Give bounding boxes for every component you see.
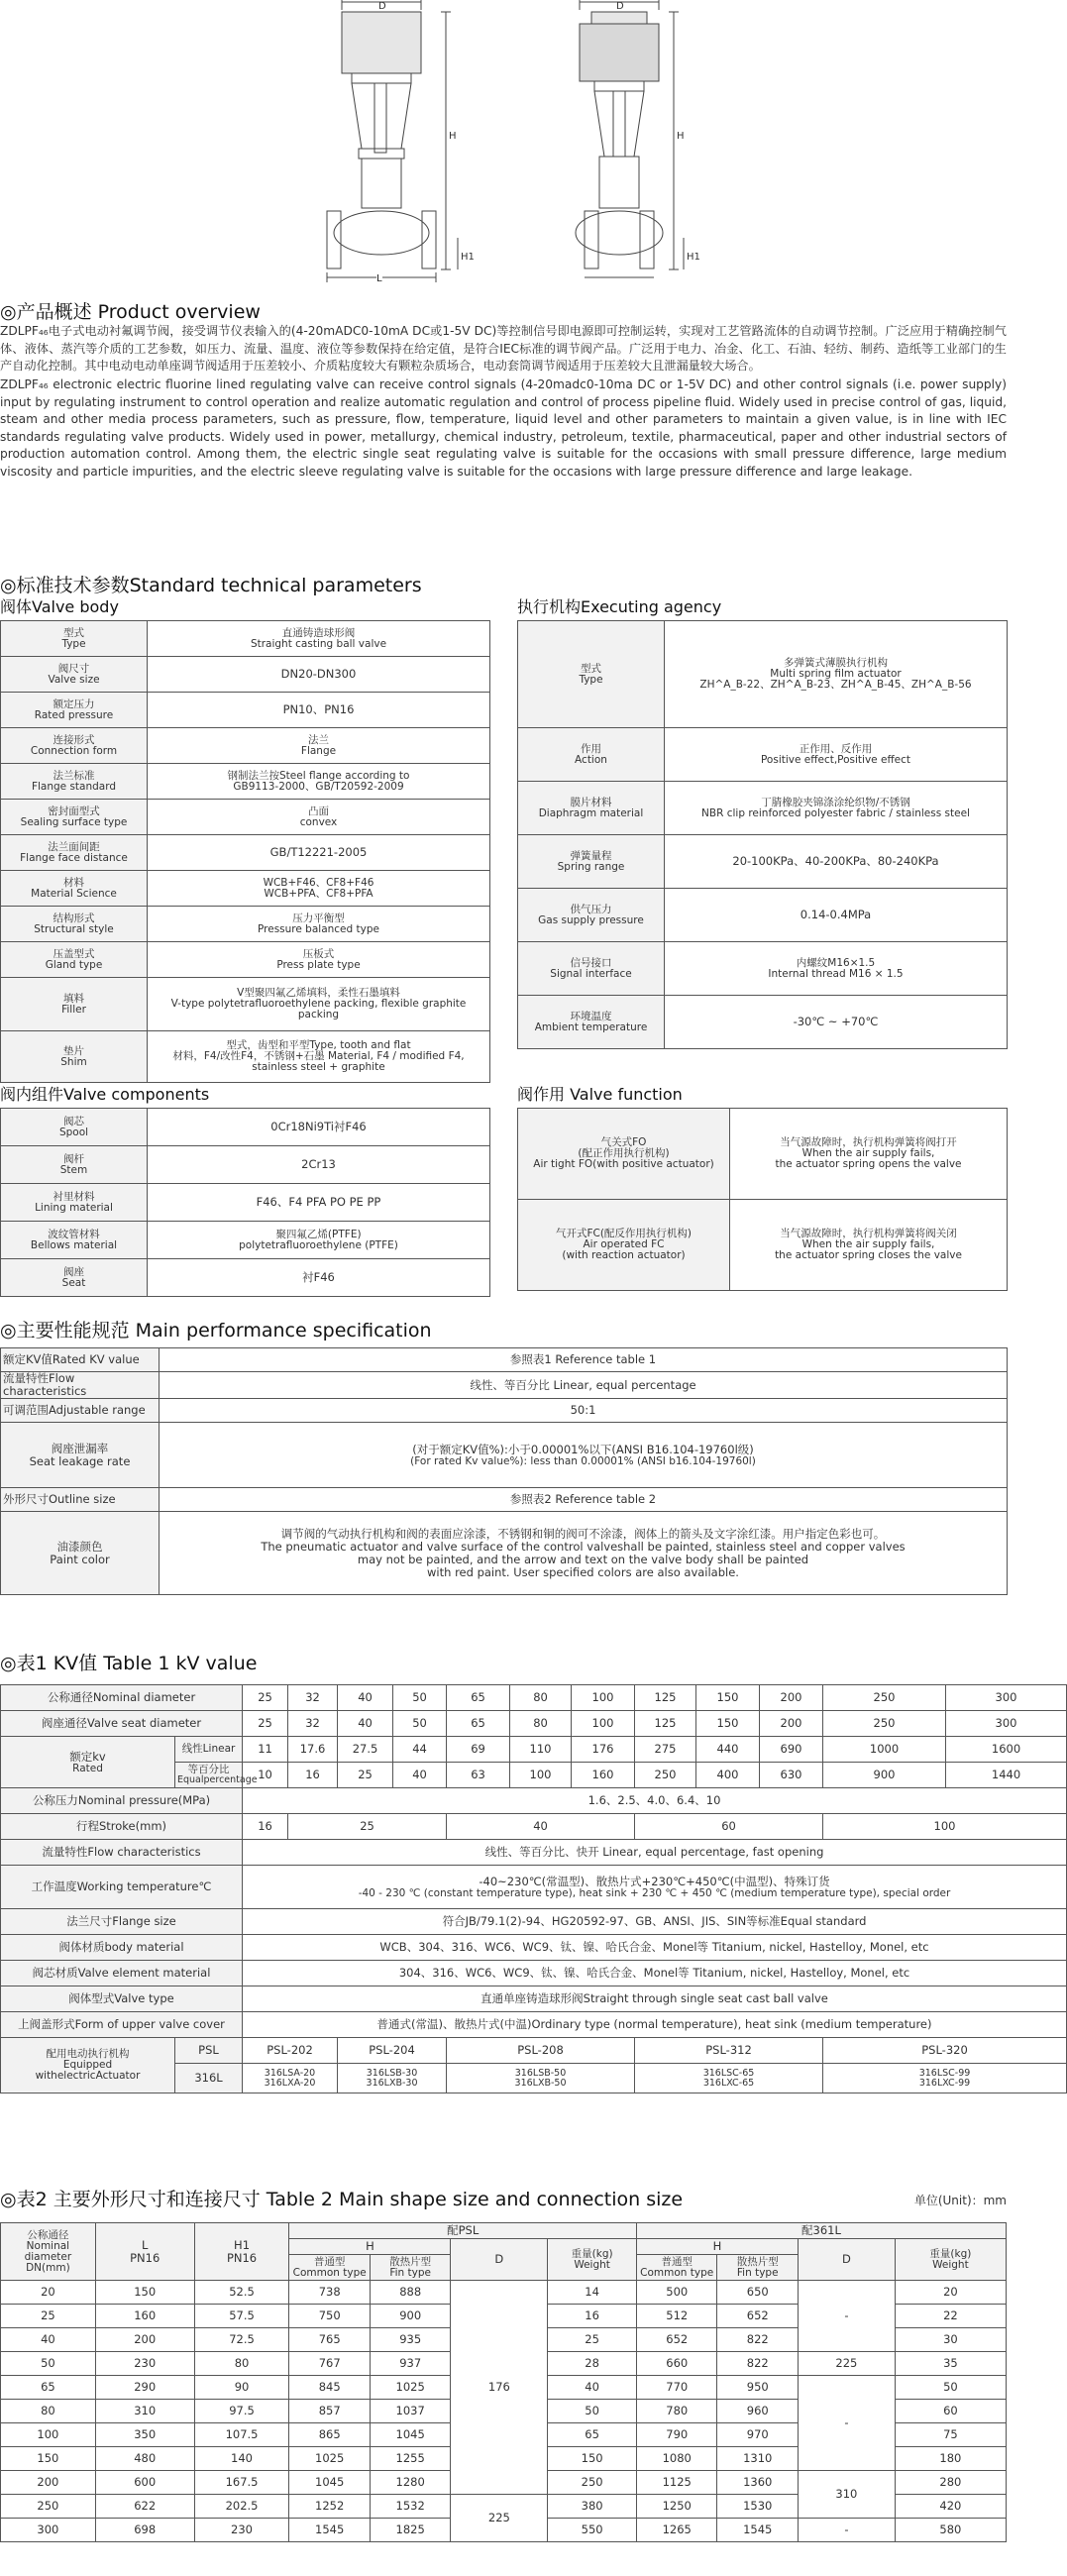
- table-row: 外形尺寸Outline size 参照表2 Reference table 2: [1, 1488, 1008, 1512]
- table-row: 配用电动执行机构 Equipped withelectricActuator PSL PSL-202 PSL-204 PSL-208 PSL-312 PSL-320: [1, 2038, 1067, 2064]
- table-row: 额定KV值Rated KV value 参照表1 Reference table 1: [1, 1348, 1008, 1372]
- table-row: 波纹管材料 Bellows material 聚四氟乙烯(PTFE) polytetrafluoroethylene (PTFE): [1, 1222, 490, 1259]
- table-row: 80 310 97.5 857 1037 50 780 960 60: [1, 2400, 1007, 2423]
- overview-cn: ZDLPF₄₆电子式电动衬氟调节阀，接受调节仪表输入的(4-20mADC0-10mA DC或1-5V DC)等控制信号即电源即可控制运转，实现对工艺管路流体的自动调节控制。广泛应用于精确控制气体、液体、蒸汽等介质的工艺参数，如压力、流量、温度、液位等参数保持在给定值，是符合IEC标准的调节阀产品。广泛用于电力、冶金、化工、石油、轻纺、制药、造纸等工业部门的生产自动化控制。其中电动电动单座调节阀适用于压差较小、介质粘度较大有颗粒杂质场合，电动套筒调节阀适用于压差较大且泄漏量较大场合。: [0, 324, 1007, 374]
- function-table: [517, 1108, 1008, 1291]
- dim-h1-right: H1: [687, 252, 700, 263]
- table-row: 压盖型式 Gland type 压板式 Press plate type: [1, 942, 490, 978]
- dim-h1-left: H1: [461, 252, 475, 263]
- table-row: 250 622 202.5 1252 1532 225 380 1250 1530 420: [1, 2495, 1007, 2519]
- dim-d-left: D: [378, 1, 386, 12]
- table-row: 65 290 90 845 1025 40 770 950 - 50: [1, 2376, 1007, 2400]
- table-row: 油漆颜色 Paint color 调节阀的气动执行机构和阀的表面应涂漆，不锈钢和铜的阀可不涂漆，阀体上的箭头及文字涂红漆。用户指定色彩也可。 The pneumatic actuator and valve surface of the control valveshall be painted, stainless steel and copper valves may not be painted, and the arrow and text on the valve body shall be painted with red paint. User specified colors are also available.: [1, 1512, 1008, 1595]
- table-row: 上阀盖形式Form of upper valve cover 普通式(常温)、散热片式(中温)Ordinary type (normal temperature), heat sink (medium temperature): [1, 2012, 1067, 2038]
- function-title: 阀作用 Valve function: [517, 1085, 683, 1104]
- table-row: 工作温度Working temperature℃ -40~230℃(常温型)、散热片式+230℃+450℃(中温型)、特殊订货 -40 - 230 ℃ (constant temperature type), heat sink + 230 ℃ + 450 ℃ (medium temperature type), special order: [1, 1866, 1067, 1909]
- table-row: 材料 Material Science WCB+F46、CF8+F46 WCB+PFA、CF8+PFA: [1, 871, 490, 907]
- table-row: 气开式FC(配反作用执行机构) Air operated FC (with reaction actuator) 当气源故障时，执行机构弹簧将阀关闭 When the air supply fails, the actuator spring closes the valve: [518, 1200, 1008, 1291]
- table-row: 316L 316LSA-20 316LXA-20 316LSB-30 316LXB-30 316LSB-50 316LXB-50 316LSC-65 316LXC-65 316LSC-99 316LXC-99: [1, 2064, 1067, 2093]
- shape-size-table: [0, 2222, 1007, 2542]
- overview-heading: ◎产品概述 Product overview: [0, 301, 261, 323]
- components-title: 阀内组件Valve components: [0, 1085, 210, 1104]
- exec-title: 执行机构Executing agency: [517, 597, 722, 616]
- table-row: 连接形式 Connection form 法兰 Flange: [1, 728, 490, 764]
- table-row: 作用 Action 正作用、反作用 Positive effect,Positive effect: [518, 728, 1008, 782]
- table-row: 50 230 80 767 937 28 660 822 225 35: [1, 2352, 1007, 2376]
- dim-l-left: L: [376, 273, 382, 284]
- components-table: [0, 1108, 490, 1297]
- table-row: 流量特性Flow characteristics 线性、等百分比 Linear, equal percentage: [1, 1372, 1008, 1399]
- table-row: 阀杆 Stem 2Cr13: [1, 1146, 490, 1184]
- table-row: 法兰标准 Flange standard 钢制法兰按Steel flange according to GB9113-2000、GB/T20592-2009: [1, 764, 490, 800]
- std-heading: ◎标准技术参数Standard technical parameters: [0, 575, 422, 596]
- table-row: 法兰面间距 Flange face distance GB/T12221-2005: [1, 835, 490, 871]
- table-row: 结构形式 Structural style 压力平衡型 Pressure balanced type: [1, 907, 490, 942]
- table-row: 公称压力Nominal pressure(MPa) 1.6、2.5、4.0、6.4、10: [1, 1788, 1067, 1814]
- table-row: 流量特性Flow characteristics 线性、等百分比、快开 Linear, equal percentage, fast opening: [1, 1840, 1067, 1866]
- valve-drawings: [0, 0, 1009, 282]
- table-row: 100 350 107.5 865 1045 65 790 970 75: [1, 2423, 1007, 2447]
- perf-heading: ◎主要性能规范 Main performance specification: [0, 1320, 432, 1342]
- table-row: 300 698 230 1545 1825 550 1265 1545 - 580: [1, 2519, 1007, 2542]
- exec-table: [517, 620, 1008, 1049]
- table-row: 环境温度 Ambient temperature -30℃ ~ +70℃: [518, 996, 1008, 1049]
- table-row: 阀芯材质Valve element material 304、316、WC6、WC9、钛、镍、哈氏合金、Monel等 Titanium, nickel, Hastelloy, Monel, etc: [1, 1961, 1067, 1986]
- table-row: 阀座通径Valve seat diameter 25 32 40 50 65 80 100 125 150 200 250 300: [1, 1711, 1067, 1737]
- table-row: 可调范围Adjustable range 50:1: [1, 1399, 1008, 1423]
- table-row: 公称通径Nominal diameter 25 32 40 50 65 80 100 125 150 200 250 300: [1, 1685, 1067, 1711]
- t2-heading: ◎表2 主要外形尺寸和连接尺寸 Table 2 Main shape size and connection size: [0, 2189, 684, 2210]
- t2-unit: 单位(Unit)：mm: [913, 2194, 1007, 2207]
- table-row: 20 150 52.5 738 888 176 14 500 650 - 20: [1, 2281, 1007, 2305]
- table-row: 气关式FO (配正作用执行机构) Air tight FO(with positive actuator) 当气源故障时，执行机构弹簧将阀打开 When the air supply fails, the actuator spring opens the valve: [518, 1109, 1008, 1200]
- overview-en: ZDLPF₄₆ electronic electric fluorine lined regulating valve can receive control signals (4-20madc0-10ma DC or 1-5V DC) and other control signals (i.e. power supply) input by regulating instrument to control operation and realize automatic regulation and control of process pipeline fluid. Widely used in precise control of gas, liquid, steam and other media process parameters, such as pressure, flow, temperature, liquid level and other parameters to maintain a given value, is in line with IEC standards regulating valve products. Widely used in power, metallurgy, chemical industry, petroleum, textile, pharmaceutical, paper and other industrial sectors of production automation control. Among them, the electric single seat regulating valve is suitable for the occasions with small pressure difference, large medium viscosity and particle impurities, and the electric sleeve regulating valve is suitable for the occasions with large pressure difference and large leakage.: [0, 377, 1007, 479]
- dim-d-right: D: [616, 1, 624, 12]
- dim-h-left: H: [449, 131, 457, 142]
- table-row: 衬里材料 Lining material F46、F4 PFA PO PE PP: [1, 1184, 490, 1222]
- table-row: 200 600 167.5 1045 1280 250 1125 1360 310 280: [1, 2471, 1007, 2495]
- table-row: 150 480 140 1025 1255 150 1080 1310 180: [1, 2447, 1007, 2471]
- table-row: 阀座泄漏率 Seat leakage rate (对于额定KV值%):小于0.00001%以下(ANSI B16.104-19760l级) (For rated Kv value%): less than 0.00001% (ANSI b16.104-19760l): [1, 1423, 1008, 1488]
- table-row: 密封面型式 Sealing surface type 凸面 convex: [1, 800, 490, 835]
- t1-heading: ◎表1 KV值 Table 1 kV value: [0, 1653, 258, 1674]
- table-row: 供气压力 Gas supply pressure 0.14-0.4MPa: [518, 889, 1008, 942]
- table-row: H D 重量(kg) Weight H D 重量(kg) Weight: [1, 2239, 1007, 2255]
- table-row: 普通型 Common type 散热片型 Fin type 普通型 Common type 散热片型 Fin type: [1, 2255, 1007, 2281]
- table-row: 型式 Type 直通铸造球形阀 Straight casting ball valve: [1, 621, 490, 657]
- table-row: 弹簧量程 Spring range 20-100KPa、40-200KPa、80-240KPa: [518, 835, 1008, 889]
- table-row: 阀座 Seat 衬F46: [1, 1259, 490, 1297]
- perf-table: [0, 1347, 1008, 1595]
- table-row: 阀体型式Valve type 直通单座铸造球形阀Straight through single seat cast ball valve: [1, 1986, 1067, 2012]
- table-row: 阀体材质body material WCB、304、316、WC6、WC9、钛、镍、哈氏合金、Monel等 Titanium, nickel, Hastelloy, Monel, etc: [1, 1935, 1067, 1961]
- table-row: 信号接口 Signal interface 内螺纹M16×1.5 Internal thread M16 × 1.5: [518, 942, 1008, 996]
- table-row: 25 160 57.5 750 900 16 512 652 22: [1, 2305, 1007, 2328]
- table-row: 膜片材料 Diaphragm material 丁腈橡胶夹锦涤涂纶织物/不锈钢 NBR clip reinforced polyester fabric / stainless steel: [518, 782, 1008, 835]
- dim-h-right: H: [677, 131, 685, 142]
- table-row: 行程Stroke(mm) 16 25 40 60 100: [1, 1814, 1067, 1840]
- table-row: 阀芯 Spool 0Cr18Ni9Ti衬F46: [1, 1109, 490, 1146]
- table-row: 阀尺寸 Valve size DN20-DN300: [1, 657, 490, 693]
- table-row: 额定压力 Rated pressure PN10、PN16: [1, 693, 490, 728]
- table-row: 型式 Type 多弹簧式薄膜执行机构 Multi spring film actuator ZH^A_B-22、ZH^A_B-23、ZH^A_B-45、ZH^A_B-56: [518, 621, 1008, 728]
- table-row: 40 200 72.5 765 935 25 652 822 30: [1, 2328, 1007, 2352]
- valve-body-title: 阀体Valve body: [0, 597, 119, 616]
- kv-table: [0, 1684, 1067, 2093]
- valve-body-table: [0, 620, 490, 1083]
- table-row: 垫片 Shim 型式，齿型和平型Type, tooth and flat 材料，F4/改性F4，不锈钢+石墨 Material, F4 / modified F4, stainless steel + graphite: [1, 1031, 490, 1083]
- table-row: 额定kv Rated 线性Linear 11 17.6 27.5 44 69 110 176 275 440 690 1000 1600: [1, 1737, 1067, 1763]
- table-row: 填料 Filler V型聚四氟乙烯填料，柔性石墨填料 V-type polytetrafluoroethylene packing, flexible graphite packing: [1, 978, 490, 1031]
- table-row: 等百分比 Equalpercentage 10 16 25 40 63 100 160 250 400 630 900 1440: [1, 1763, 1067, 1788]
- table-row: 公称通径 Nominal diameter DN(mm) L PN16 H1 PN16 配PSL 配361L: [1, 2223, 1007, 2239]
- table-row: 法兰尺寸Flange size 符合JB/79.1(2)-94、HG20592-97、GB、ANSI、JIS、SIN等标准Equal standard: [1, 1909, 1067, 1935]
